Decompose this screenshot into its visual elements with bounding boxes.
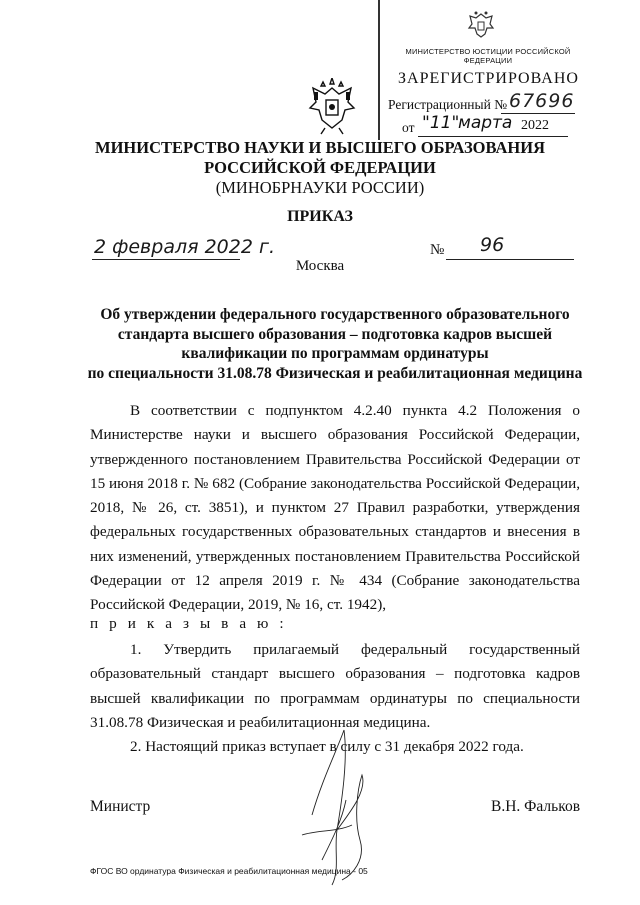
signatory-position: Министр xyxy=(90,798,151,815)
ministry-title-line2: РОССИЙСКОЙ ФЕДЕРАЦИИ xyxy=(204,158,436,177)
order-operative-word: п р и к а з ы в а ю : xyxy=(90,615,288,632)
stamp-regno-value: 67696 xyxy=(509,90,575,112)
document-type: ПРИКАЗ xyxy=(287,208,353,225)
order-title-line: квалификации по программам ординатуры xyxy=(181,345,489,362)
stamp-date-line xyxy=(418,136,568,137)
order-clause-2: 2. Настоящий приказ вступает в силу с 31 декабря 2022 года. xyxy=(130,738,524,755)
preamble-paragraph: В соответствии с подпунктом 4.2.40 пункта 4.2 Положения о Министерстве науки и высшего образования Российской Федерации, утвержденного постановлением Правительства Российской Федерации от 15 июня 2018 г. № 682 (Собрание законодательства Российской Федерации, 2018, № 26, ст. 3851), и пунктом 27 Правил разработки, утверждения федеральных государственных образовательных стандартов и внесения в них изменений, утвержденных постановлением Правительства Российской Федерации от 12 апреля 2019 г. № 434 (Собрание законодательства Российской Федерации, 2019, № 16, ст. 1942), xyxy=(90,402,580,614)
handwritten-signature xyxy=(282,720,412,890)
ministry-title-line1: МИНИСТЕРСТВО НАУКИ И ВЫСШЕГО ОБРАЗОВАНИЯ xyxy=(95,138,545,157)
ministry-short-name: (МИНОБРНАУКИ РОССИИ) xyxy=(215,178,425,197)
stamp-date-day: "11" xyxy=(422,113,460,133)
order-date: 2 февраля 2022 г. xyxy=(94,236,275,258)
signatory-name: В.Н. Фальков xyxy=(491,798,581,815)
footer-note: ФГОС ВО ординатура Физическая и реабилитационная медицина - 05 xyxy=(90,866,368,876)
order-city: Москва xyxy=(295,258,345,274)
stamp-regno-label: Регистрационный № xyxy=(388,97,508,112)
order-title-line: стандарта высшего образования – подготовка кадров высшей xyxy=(117,325,553,343)
order-clause-1: 1. Утвердить прилагаемый федеральный государственный образовательный стандарт высшего образования – подготовка кадров высшей квалификации по программам ординатуры по специальности 31.08.78 Физическая и реабилитационная медицина. xyxy=(90,641,580,731)
stamp-ministry: МИНИСТЕРСТВО ЮСТИЦИИ РОССИЙСКОЙ ФЕДЕРАЦИИ xyxy=(405,47,571,65)
registration-stamp xyxy=(378,0,592,140)
order-number: 96 xyxy=(480,234,505,256)
coat-of-arms-icon xyxy=(305,78,359,136)
stamp-registered: ЗАРЕГИСТРИРОВАНО xyxy=(398,70,579,87)
stamp-date-month: марта xyxy=(458,113,513,133)
order-title xyxy=(80,305,590,383)
order-title-line: по специальности 31.08.78 Физическая и реабилитационная медицина xyxy=(87,364,583,382)
stamp-date-year: 2022 xyxy=(521,118,549,133)
order-number-label: № xyxy=(430,242,445,258)
stamp-from-label: от xyxy=(402,120,415,135)
coat-of-arms-small-icon xyxy=(464,10,498,40)
order-title-line: Об утверждении федерального государственного образовательного xyxy=(100,306,570,323)
